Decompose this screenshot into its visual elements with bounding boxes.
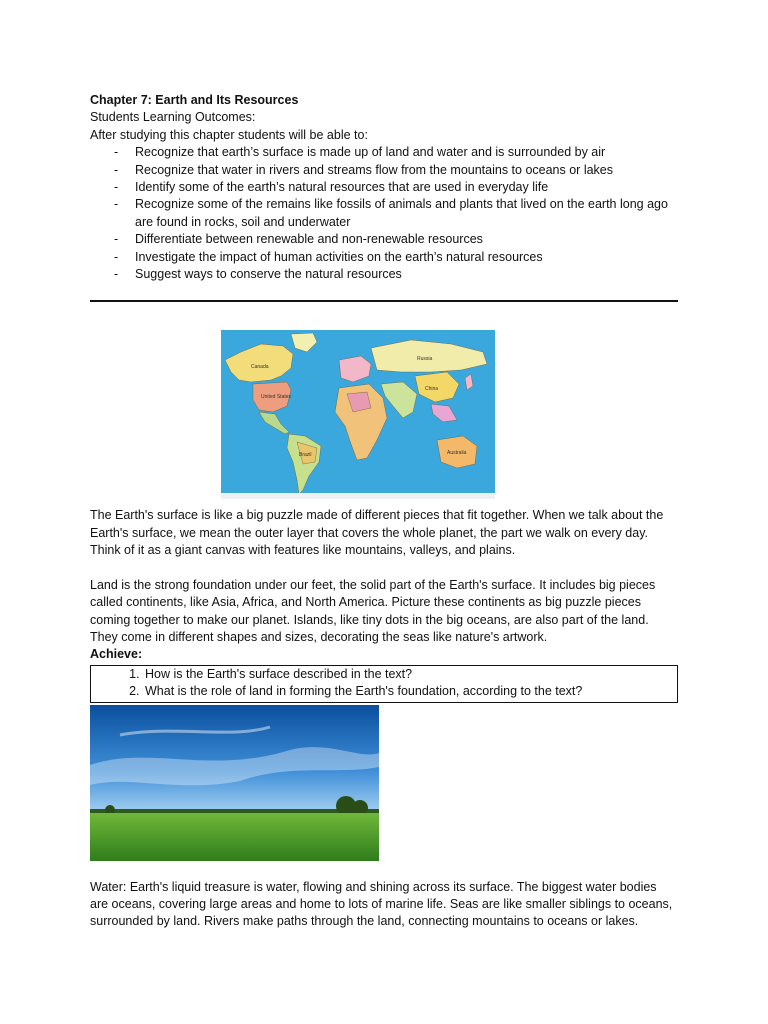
- list-item: 1. How is the Earth's surface described in the text?: [143, 666, 677, 683]
- list-dash: -: [114, 180, 119, 195]
- list-item: 2. What is the role of land in forming the Earth's foundation, according to the text?: [143, 683, 677, 700]
- world-map-graphic: [221, 330, 495, 499]
- paragraph-water: Water: Earth's liquid treasure is water, flowing and shining across its surface. The biggest water bodies are oceans, covering large areas and home to lots of marine life. Seas are like smaller siblings to oceans, surrounded by land. Rivers make paths through the land, connecting mountains to oceans or lakes.: [90, 879, 673, 929]
- outcome-text: Differentiate between renewable and non-renewable resources: [135, 232, 483, 247]
- list-item: [114, 231, 678, 248]
- list-dash: -: [114, 249, 119, 264]
- paragraph-earth-surface: The Earth's surface is like a big puzzle made of different pieces that fit together. When we talk about the Earth's surface, we mean the outer layer that covers the whole planet, the part we walk on every day. Think of it as a giant canvas with features like mountains, valleys, and plains.: [90, 508, 664, 558]
- outcome-text: Identify some of the earth’s natural resources that are used in everyday life: [135, 180, 549, 195]
- outcome-text: Suggest ways to conserve the natural resources: [135, 267, 402, 282]
- list-item: [114, 249, 678, 266]
- outcomes-list: [90, 144, 678, 283]
- list-dash: -: [114, 232, 119, 247]
- list-dash: -: [114, 145, 119, 160]
- list-dash: -: [114, 197, 119, 212]
- map-label-australia: Australia: [447, 450, 467, 457]
- list-item: [114, 196, 678, 231]
- outcome-text: Investigate the impact of human activities on the earth’s natural resources: [135, 249, 543, 264]
- map-label-china: China: [425, 386, 439, 393]
- map-label-united-states: United States: [261, 394, 292, 401]
- map-label-russia: Russia: [417, 356, 433, 363]
- outcome-text: Recognize that water in rivers and streams flow from the mountains to oceans or lakes: [135, 162, 613, 177]
- map-label-canada: Canada: [251, 364, 269, 371]
- list-item: [114, 162, 678, 179]
- questions-list: [91, 666, 677, 701]
- list-item: [114, 179, 678, 196]
- outcomes-heading: Students Learning Outcomes:: [90, 110, 256, 125]
- grassland-photo: [90, 705, 379, 861]
- outcome-text: Recognize that earth’s surface is made up of land and water and is surrounded by air: [135, 145, 606, 160]
- list-item: [114, 144, 678, 161]
- list-dash: -: [114, 267, 119, 282]
- document-page: [90, 92, 678, 931]
- paragraph-land: Land is the strong foundation under our feet, the solid part of the Earth's surface. It includes big pieces called continents, like Asia, Africa, and North America. Picture these continents as big puzzle pieces coming together to make our planet. Islands, like tiny dots in the big oceans, are also part of the land. They come in different shapes and sizes, decorating the seas like nature's artwork.: [90, 577, 656, 644]
- chapter-title: Chapter 7: Earth and Its Resources: [90, 93, 299, 107]
- list-dash: -: [114, 162, 119, 177]
- questions-box: [90, 665, 678, 703]
- grassland-graphic: [90, 705, 379, 861]
- outcome-text: Recognize some of the remains like fossils of animals and plants that lived on the earth long ago are found in rocks, soil and underwater: [135, 197, 668, 229]
- world-map-image: [221, 330, 495, 499]
- outcomes-intro: After studying this chapter students will be able to:: [90, 127, 368, 142]
- section-divider: [90, 300, 678, 302]
- achieve-heading: Achieve:: [90, 647, 143, 662]
- list-item: [114, 266, 678, 283]
- map-label-brazil: Brazil: [299, 452, 312, 459]
